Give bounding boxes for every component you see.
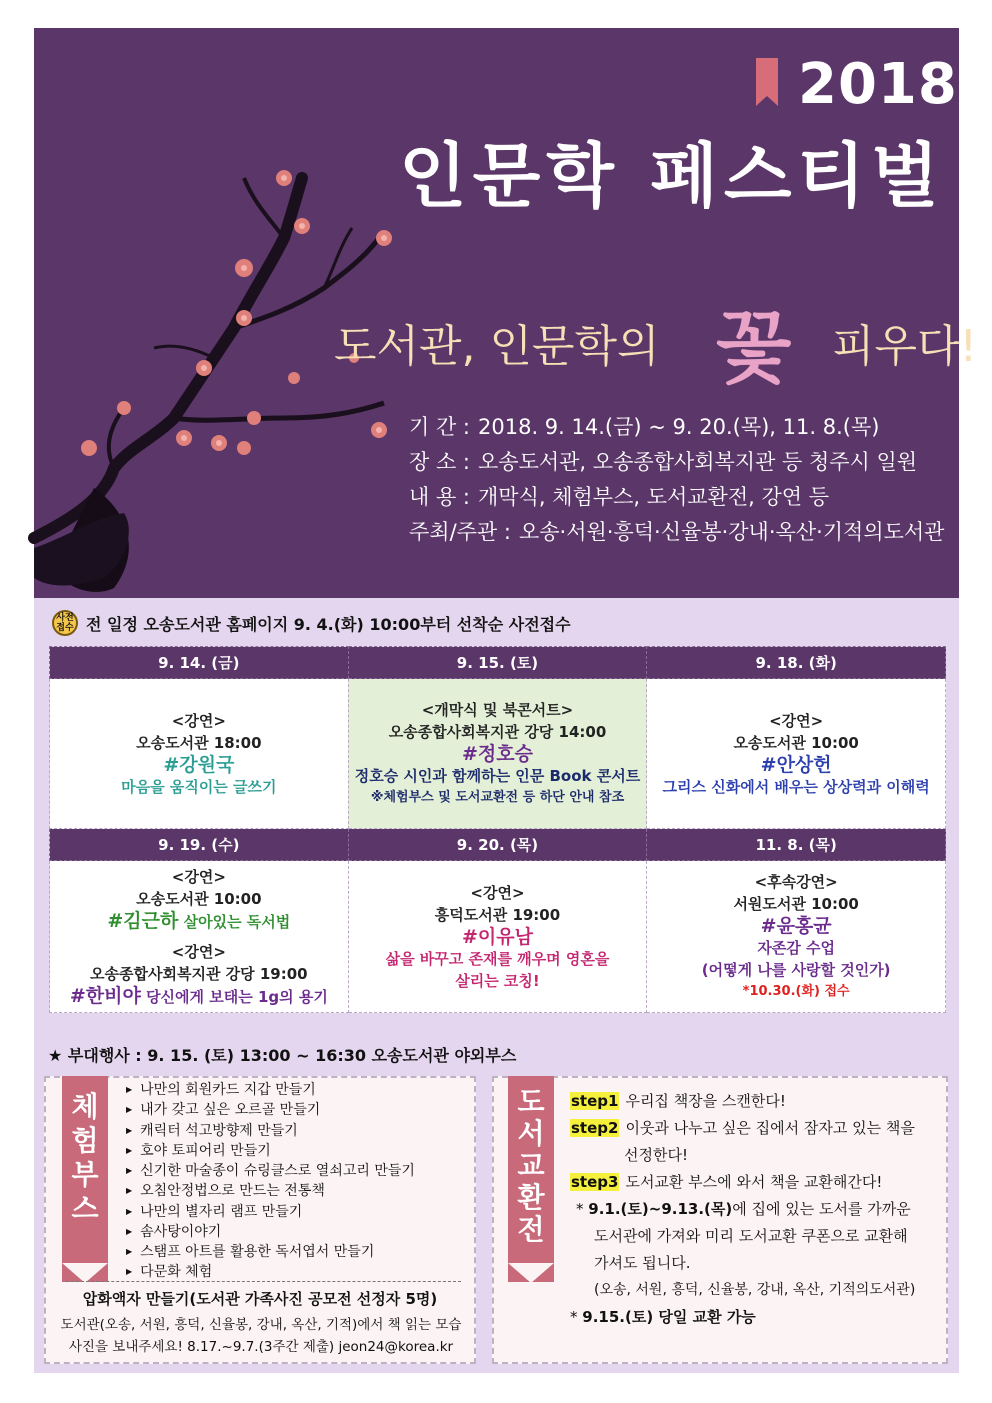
ribbon-char: 스 bbox=[71, 1192, 99, 1225]
event-type: <강연> bbox=[171, 867, 226, 886]
list-item: ▶ 신기한 마술종이 슈링클스로 열쇠고리 만들기 bbox=[126, 1162, 415, 1179]
schedule-cell bbox=[647, 679, 946, 829]
event-place: 오송종합사회복지관 강당 19:00 bbox=[90, 964, 308, 983]
exchange-note: * 9.1.(토)~9.13.(목)에 집에 있는 도서를 가까운 bbox=[576, 1200, 911, 1218]
event-place: 오송도서관 18:00 bbox=[136, 733, 262, 752]
festival-info bbox=[409, 410, 949, 550]
step-3: step3 도서교환 부스에 와서 책을 교환해간다! bbox=[571, 1173, 883, 1191]
list-item: ▶ 나만의 회원카드 지갑 만들기 bbox=[126, 1081, 316, 1098]
date-header-row bbox=[50, 647, 946, 679]
frame-workshop-desc: 도서관(오송, 서원, 흥덕, 신율봉, 강내, 옥산, 기적)에서 책 읽는 모습 사진을 보내주세요! 8.17.~9.7.(3주간 제출) jeon24@korea.kr bbox=[60, 1317, 462, 1355]
event-note: ※체험부스 및 도서교환전 등 하단 안내 참조 bbox=[370, 789, 625, 805]
speaker-name: #김근하 bbox=[107, 909, 179, 932]
info-period bbox=[409, 410, 949, 445]
notice-text: 전 일정 오송도서관 홈페이지 9. 4.(화) 10:00부터 선착순 사전접수 bbox=[86, 614, 571, 634]
experience-list bbox=[126, 1080, 415, 1283]
ribbon-char: 서 bbox=[517, 1117, 545, 1150]
schedule-cell bbox=[348, 861, 647, 1013]
info-place bbox=[409, 445, 949, 480]
list-item: ▶ 솜사탕이야기 bbox=[126, 1223, 222, 1240]
lecture-topic: 정호승 시인과 함께하는 인문 Book 콘서트 bbox=[354, 766, 641, 785]
exchange-steps bbox=[570, 1088, 942, 1331]
speaker-name: #윤홍균 bbox=[760, 914, 832, 937]
experience-booth-panel bbox=[44, 1076, 476, 1364]
speaker-name: #한비야 bbox=[69, 984, 141, 1007]
date-header: 9. 15. (토) bbox=[348, 647, 647, 679]
ribbon-char: 체 bbox=[71, 1090, 99, 1123]
step-2: step2 이웃과 나누고 싶은 집에서 잠자고 있는 책을 bbox=[571, 1119, 915, 1137]
schedule-table bbox=[49, 646, 946, 1013]
speaker-name: #이유남 bbox=[461, 925, 533, 948]
date-header: 9. 19. (수) bbox=[50, 829, 349, 861]
lecture-line bbox=[50, 985, 348, 1008]
info-label: 장 소 : bbox=[409, 450, 470, 474]
festival-title: 인문학 페스티벌 bbox=[399, 135, 945, 217]
ribbon-char: 환 bbox=[517, 1181, 545, 1214]
schedule-cell bbox=[348, 679, 647, 829]
event-place: 흥덕도서관 19:00 bbox=[434, 905, 561, 924]
ribbon-char: 교 bbox=[517, 1149, 545, 1182]
date-header: 9. 20. (목) bbox=[348, 829, 647, 861]
hero-banner bbox=[34, 28, 978, 598]
event-type: <개막식 및 북콘서트> bbox=[421, 700, 574, 719]
lecture-topic: 살리는 코칭! bbox=[455, 971, 540, 990]
info-value: 오송도서관, 오송종합사회복지관 등 청주시 일원 bbox=[478, 450, 918, 474]
step-2-cont: 선정한다! bbox=[624, 1146, 688, 1164]
event-place: 서원도서관 10:00 bbox=[733, 894, 859, 913]
schedule-row bbox=[50, 861, 946, 1013]
schedule-cell bbox=[50, 861, 349, 1013]
event-type: <강연> bbox=[171, 942, 226, 961]
list-item: ▶ 나만의 별자리 램프 만들기 bbox=[126, 1203, 303, 1220]
divider bbox=[66, 1281, 461, 1282]
event-place: 오송도서관 10:00 bbox=[136, 889, 262, 908]
exchange-ribbon bbox=[508, 1076, 554, 1282]
speaker-name: #강원국 bbox=[163, 753, 235, 776]
info-label: 주최/주관 : bbox=[409, 520, 511, 544]
registration-notice bbox=[52, 608, 571, 638]
registration-badge-icon: 사전접수 bbox=[52, 610, 78, 636]
ribbon-char: 전 bbox=[517, 1213, 545, 1246]
slogan-flower: 꽃 bbox=[716, 304, 792, 394]
schedule-row bbox=[50, 679, 946, 829]
experience-ribbon bbox=[62, 1076, 108, 1282]
exchange-note-cont: 도서관에 가져와 미리 도서교환 쿠폰으로 교환해 bbox=[594, 1227, 908, 1245]
lecture-topic: 마음을 움직이는 글쓰기 bbox=[121, 777, 277, 796]
lecture-line bbox=[50, 910, 348, 933]
info-content bbox=[409, 480, 949, 515]
info-value: 오송·서원·흥덕·신율봉·강내·옥산·기적의도서관 bbox=[518, 520, 945, 544]
date-header: 9. 18. (화) bbox=[647, 647, 946, 679]
list-item: ▶ 내가 갖고 싶은 오르골 만들기 bbox=[126, 1102, 321, 1118]
slogan-text-end: 피우다! bbox=[832, 321, 978, 372]
date-header-row bbox=[50, 829, 946, 861]
speaker-name: #안상헌 bbox=[760, 753, 832, 776]
list-item: ▶ 스탬프 아트를 활용한 독서엽서 만들기 bbox=[126, 1243, 375, 1260]
lecture-topic: 삶을 바꾸고 존재를 깨우며 영혼을 bbox=[385, 949, 610, 968]
lecture-topic: (어떻게 나를 사랑할 것인가) bbox=[701, 960, 891, 979]
list-item: ▶ 다문화 체험 bbox=[126, 1264, 213, 1280]
frame-workshop-title: 압화액자 만들기(도서관 가족사진 공모전 선정자 5명) bbox=[82, 1290, 438, 1308]
event-note: *10.30.(화) 접수 bbox=[742, 983, 850, 999]
list-item: ▶ 호야 토피어리 만들기 bbox=[126, 1142, 271, 1159]
speaker-name: #정호승 bbox=[461, 742, 533, 765]
ribbon-char: 도 bbox=[517, 1085, 545, 1118]
exchange-note: * 9.15.(토) 당일 교환 가능 bbox=[570, 1308, 756, 1326]
lecture-topic: 그리스 신화에서 배우는 상상력과 이해력 bbox=[662, 777, 930, 796]
bookmark-icon bbox=[756, 58, 778, 106]
ribbon-char: 험 bbox=[71, 1124, 99, 1157]
lecture-topic: 살아있는 독서법 bbox=[183, 912, 291, 931]
exchange-note-cont: (오송, 서원, 흥덕, 신율봉, 강내, 옥산, 기적의도서관) bbox=[594, 1282, 916, 1298]
event-type: <강연> bbox=[470, 883, 525, 902]
schedule-cell bbox=[50, 679, 349, 829]
date-header: 9. 14. (금) bbox=[50, 647, 349, 679]
list-item: ▶ 오침안정법으로 만드는 전통책 bbox=[126, 1183, 325, 1199]
event-type: <강연> bbox=[171, 711, 226, 730]
side-events-title: ★ 부대행사 : 9. 15. (토) 13:00 ~ 16:30 오송도서관 야외부스 bbox=[48, 1046, 517, 1065]
lecture-topic: 자존감 수업 bbox=[757, 938, 835, 957]
date-header: 11. 8. (목) bbox=[647, 829, 946, 861]
ribbon-char: 부 bbox=[71, 1158, 99, 1191]
exchange-note-cont: 가셔도 됩니다. bbox=[594, 1254, 691, 1272]
book-exchange-panel bbox=[492, 1076, 948, 1364]
slogan-text: 도서관, 인문학의 bbox=[334, 321, 660, 372]
step-1: step1 우리집 책장을 스캔한다! bbox=[571, 1092, 786, 1110]
festival-year: 2018 bbox=[798, 52, 958, 117]
event-place: 오송종합사회복지관 강당 14:00 bbox=[388, 722, 607, 741]
event-type: <후속강연> bbox=[754, 872, 838, 891]
slogan bbox=[334, 296, 978, 394]
event-place: 오송도서관 10:00 bbox=[733, 733, 859, 752]
poster bbox=[34, 28, 978, 1373]
info-value: 개막식, 체험부스, 도서교환전, 강연 등 bbox=[478, 485, 830, 509]
lecture-topic: 당신에게 보태는 1g의 용기 bbox=[146, 987, 328, 1006]
schedule-cell bbox=[647, 861, 946, 1013]
info-label: 내 용 : bbox=[409, 485, 470, 509]
info-host bbox=[409, 515, 949, 550]
list-item: ▶ 캐릭터 석고방향제 만들기 bbox=[126, 1122, 298, 1139]
info-label: 기 간 : bbox=[409, 415, 470, 439]
event-type: <강연> bbox=[769, 711, 824, 730]
info-value: 2018. 9. 14.(금) ~ 9. 20.(목), 11. 8.(목) bbox=[478, 415, 880, 439]
